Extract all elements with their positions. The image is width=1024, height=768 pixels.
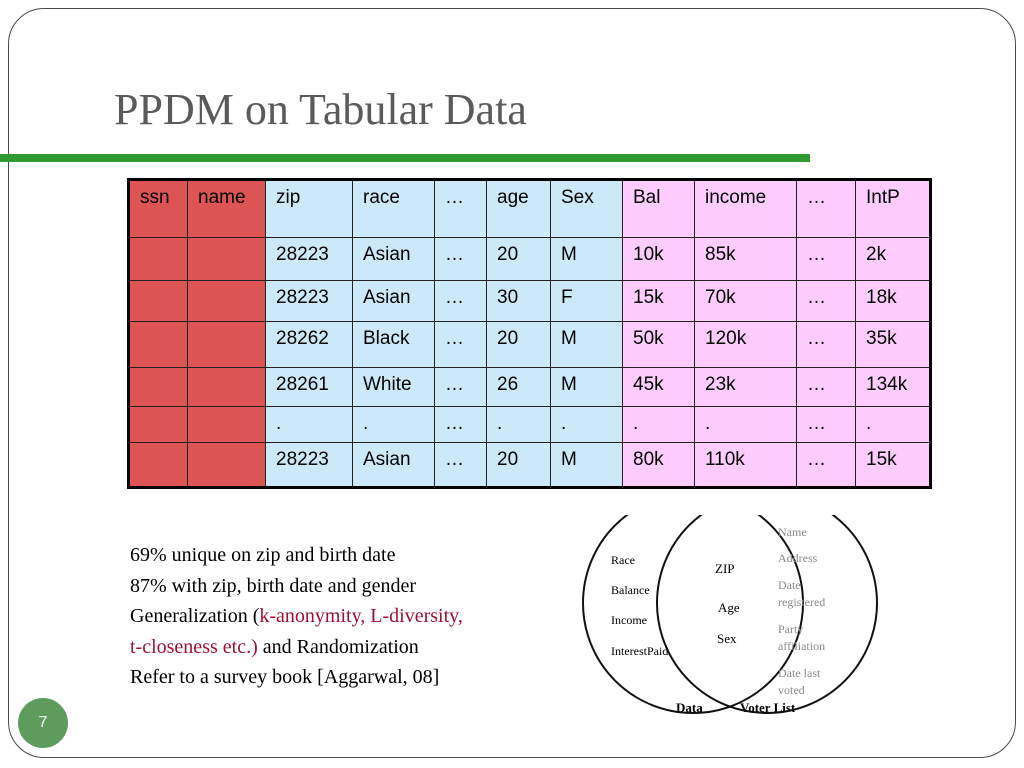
table-cell xyxy=(129,322,188,368)
venn-diagram xyxy=(580,515,880,720)
table-cell: Black xyxy=(353,322,435,368)
table-cell: … xyxy=(797,443,856,488)
table-cell: 28261 xyxy=(266,368,353,407)
header-cell: IntP xyxy=(856,180,931,238)
venn-right-item: Name xyxy=(778,525,807,539)
table-cell xyxy=(188,322,266,368)
note-line: 69% unique on zip and birth date xyxy=(130,544,396,566)
table-cell: 2k xyxy=(856,238,931,281)
table-cell: 120k xyxy=(695,322,797,368)
table-cell: 28223 xyxy=(266,238,353,281)
table-cell: White xyxy=(353,368,435,407)
table-cell: M xyxy=(551,368,623,407)
header-cell: Sex xyxy=(551,180,623,238)
table-cell: … xyxy=(797,368,856,407)
table-cell: 35k xyxy=(856,322,931,368)
venn-right-item: Date last xyxy=(778,666,821,680)
note-line: Refer to a survey book [Aggarwal, 08] xyxy=(130,666,440,688)
table-cell: 134k xyxy=(856,368,931,407)
table-cell: 23k xyxy=(695,368,797,407)
table-cell: … xyxy=(435,281,487,322)
privacy-models-highlight: t-closeness etc.) xyxy=(130,635,258,658)
header-cell: income xyxy=(695,180,797,238)
table-cell: M xyxy=(551,322,623,368)
table-cell: … xyxy=(435,238,487,281)
table-cell xyxy=(188,443,266,488)
table-row xyxy=(129,238,931,281)
header-cell: … xyxy=(435,180,487,238)
table-cell: 20 xyxy=(487,322,551,368)
table-cell: 30 xyxy=(487,281,551,322)
table-cell: M xyxy=(551,443,623,488)
table-cell xyxy=(188,407,266,443)
table-cell: . xyxy=(487,407,551,443)
page-number: 7 xyxy=(38,714,48,731)
header-cell: … xyxy=(797,180,856,238)
note-line: 87% with zip, birth date and gender xyxy=(130,574,417,597)
data-table xyxy=(127,178,932,489)
table-cell: 18k xyxy=(856,281,931,322)
venn-right-item: Address xyxy=(778,551,818,565)
venn-right-item: Date xyxy=(778,578,801,592)
table-row xyxy=(129,368,931,407)
table-cell: … xyxy=(435,368,487,407)
venn-center-item: ZIP xyxy=(715,561,735,576)
note-text: and Randomization xyxy=(257,635,419,658)
table-cell: … xyxy=(797,281,856,322)
table-cell: . xyxy=(551,407,623,443)
header-cell: Bal xyxy=(623,180,695,238)
table-cell: Asian xyxy=(353,238,435,281)
table-cell: F xyxy=(551,281,623,322)
venn-voter-list-label: Voter List xyxy=(740,700,796,715)
table-cell: M xyxy=(551,238,623,281)
table-cell: 15k xyxy=(623,281,695,322)
table-cell: 10k xyxy=(623,238,695,281)
table-cell: … xyxy=(435,443,487,488)
table-cell: 50k xyxy=(623,322,695,368)
table-cell: 110k xyxy=(695,443,797,488)
table-cell: . xyxy=(695,407,797,443)
table-cell: … xyxy=(797,322,856,368)
table-cell: 15k xyxy=(856,443,931,488)
table-cell: 28262 xyxy=(266,322,353,368)
header-cell: race xyxy=(353,180,435,238)
table-cell xyxy=(129,443,188,488)
page-number-badge xyxy=(18,698,68,748)
header-cell: ssn xyxy=(129,180,188,238)
slide-title: PPDM on Tabular Data xyxy=(114,85,527,134)
table-cell: … xyxy=(797,238,856,281)
venn-center-item: Sex xyxy=(717,631,737,646)
note-line xyxy=(130,632,463,663)
privacy-models-highlight: k-anonymity, L-diversity, xyxy=(259,605,463,627)
table-cell xyxy=(188,238,266,281)
table-cell: Asian xyxy=(353,443,435,488)
table-cell: 28223 xyxy=(266,443,353,488)
table-cell xyxy=(188,368,266,407)
table-cell: 20 xyxy=(487,238,551,281)
table-cell: 26 xyxy=(487,368,551,407)
table-row xyxy=(129,407,931,443)
venn-right-item: registered xyxy=(778,595,826,609)
table-cell xyxy=(129,407,188,443)
title-underline xyxy=(0,154,810,162)
table-header-row xyxy=(129,180,931,238)
table-cell: … xyxy=(435,322,487,368)
table-cell: Asian xyxy=(353,281,435,322)
venn-data-label: Data xyxy=(676,700,703,715)
table-row xyxy=(129,322,931,368)
notes-block xyxy=(130,540,463,693)
venn-left-item: Income xyxy=(611,613,647,627)
table-cell xyxy=(188,281,266,322)
table-cell: . xyxy=(266,407,353,443)
note-line xyxy=(130,601,463,632)
table-cell: … xyxy=(797,407,856,443)
table-cell: … xyxy=(435,407,487,443)
table-cell xyxy=(129,238,188,281)
table-cell xyxy=(129,281,188,322)
table-cell: 20 xyxy=(487,443,551,488)
venn-center-item: Age xyxy=(718,600,740,615)
table-cell: . xyxy=(353,407,435,443)
table-cell: 80k xyxy=(623,443,695,488)
venn-right-item: voted xyxy=(778,683,805,697)
note-text: Generalization ( xyxy=(130,605,260,627)
table-row xyxy=(129,443,931,488)
venn-left-item: Balance xyxy=(611,583,650,597)
table-cell: 70k xyxy=(695,281,797,322)
venn-left-item: InterestPaid xyxy=(611,644,669,658)
table-row xyxy=(129,281,931,322)
table-cell: 28223 xyxy=(266,281,353,322)
table-cell: . xyxy=(856,407,931,443)
venn-right-item: Party xyxy=(778,622,804,636)
header-cell: name xyxy=(188,180,266,238)
header-cell: zip xyxy=(266,180,353,238)
table-cell: . xyxy=(623,407,695,443)
table-cell: 85k xyxy=(695,238,797,281)
venn-left-item: Race xyxy=(611,553,635,567)
table-cell: 45k xyxy=(623,368,695,407)
table-cell xyxy=(129,368,188,407)
venn-right-item: affiliation xyxy=(778,639,826,653)
header-cell: age xyxy=(487,180,551,238)
